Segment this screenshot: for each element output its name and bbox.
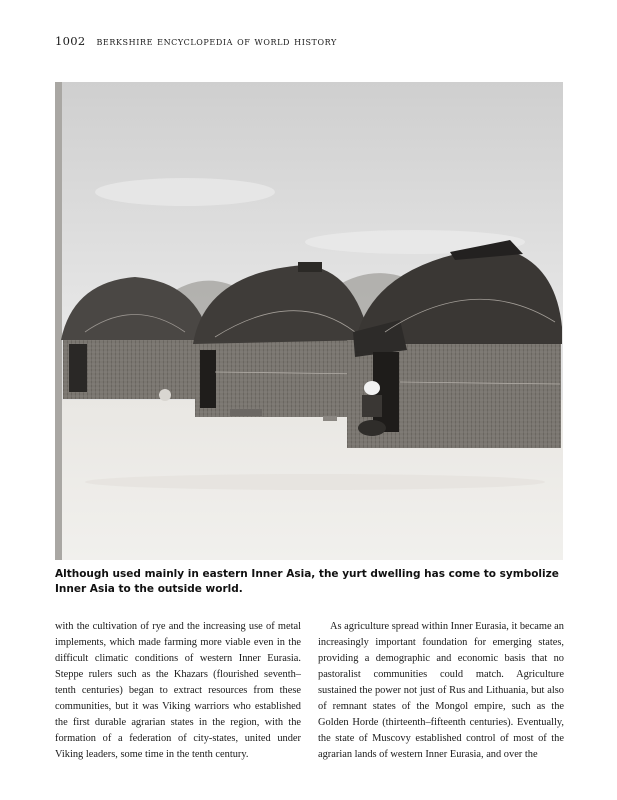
body-column-left: with the cultivation of rye and the increasing use of metal implements, which made farming more viable even in the difficult climatic conditions of western Inner Eurasia. Steppe rulers such as the Khazars (flourished seventh–tenth centuries) began to extract resources from these communities, but it was Viking warriors who established the first durable agrarian states in the region, with the formation of a federation of city-states, united under Viking leaders, some time in the tenth century.: [55, 621, 301, 760]
body-column-right: As agriculture spread within Inner Eurasia, it became an increasingly important foundation for emerging states, providing a demographic and economic basis that no pastoralist communities could match. Agriculture sustained the power not just of Rus and Lithuania, but also of remnant states of the Mongol empire, such as the Golden Horde (thirteenth–fifteenth centuries). Eventually, the state of Muscovy established control of most of the agrarian lands of western Inner Eurasia, and over the: [318, 621, 564, 760]
yurt-photograph: [55, 82, 563, 560]
page-number: 1002: [55, 34, 86, 48]
running-header: [55, 34, 337, 48]
publication-title: berkshire encyclopedia of world history: [96, 35, 337, 48]
figure-caption: Although used mainly in eastern Inner Asia, the yurt dwelling has come to symbolize Inner Asia to the outside world.: [55, 568, 559, 595]
